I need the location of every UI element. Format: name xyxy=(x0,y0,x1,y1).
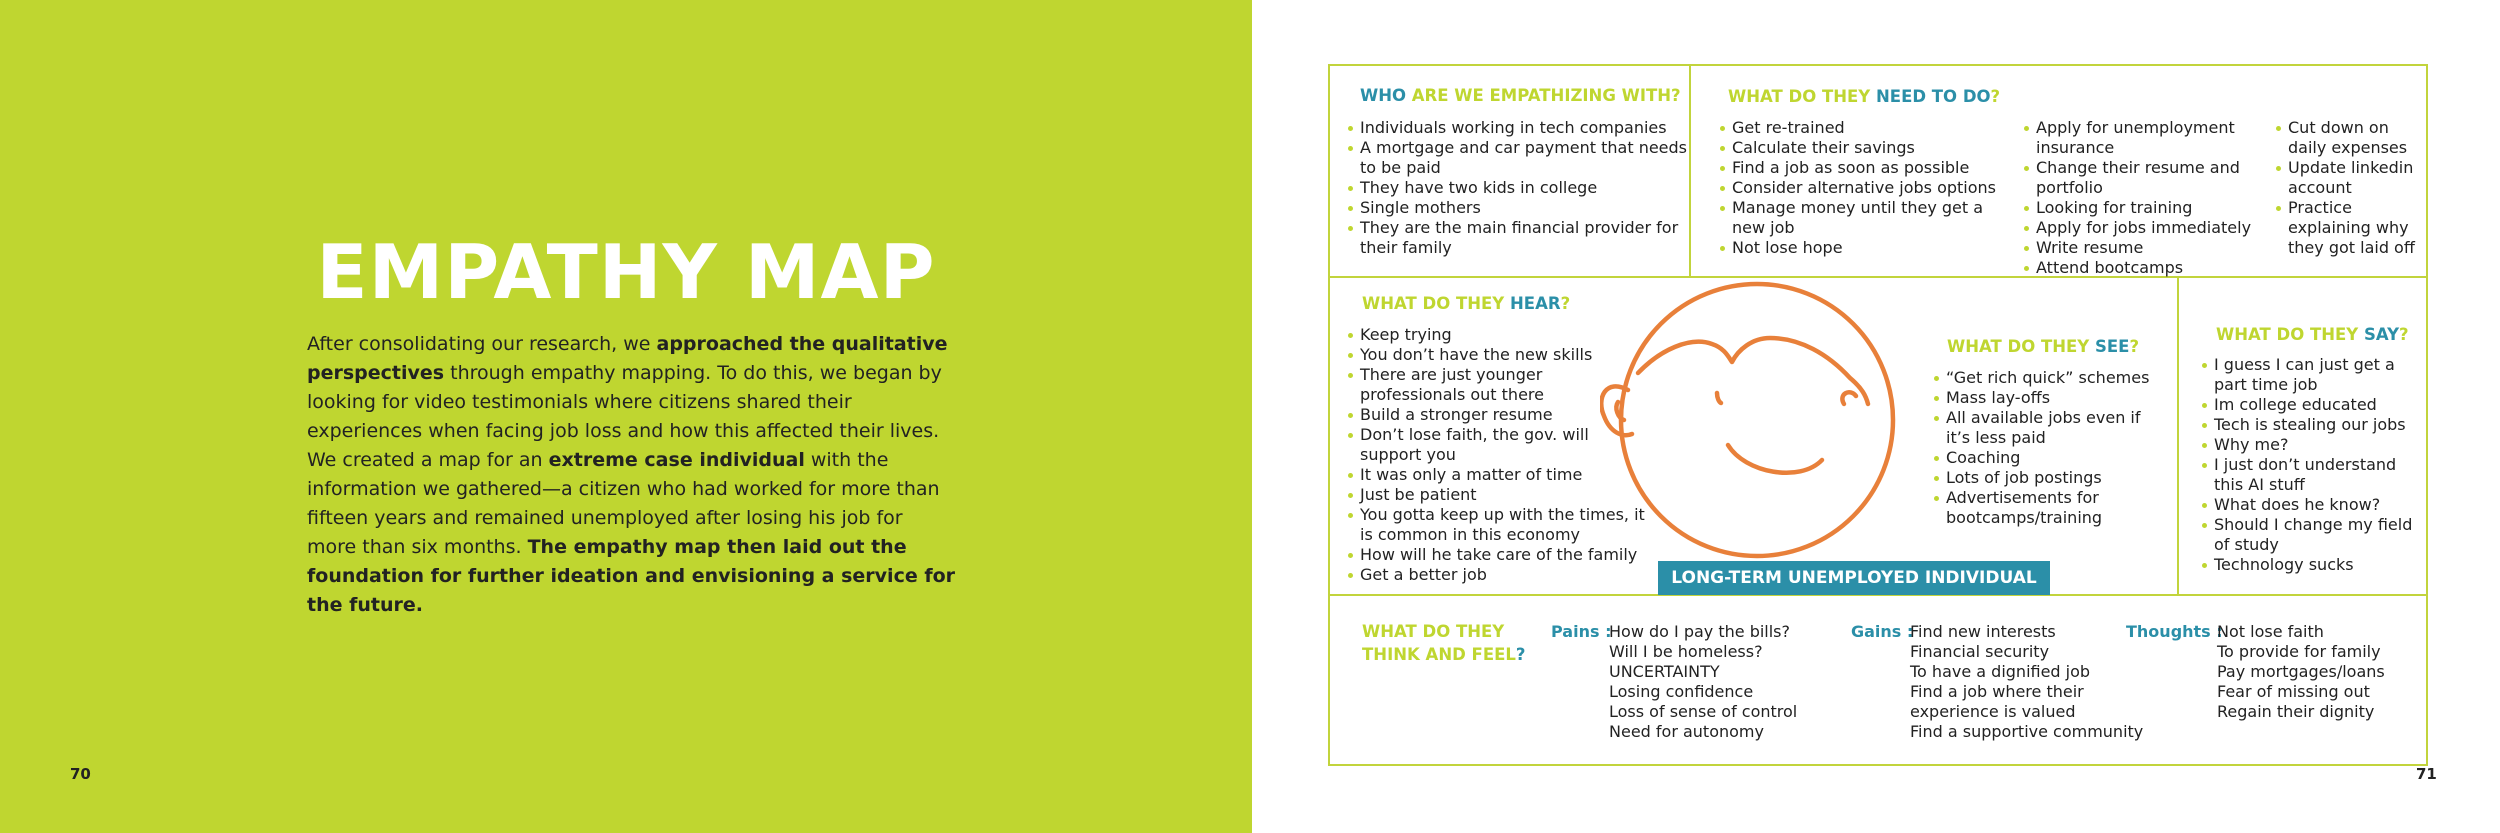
title-part: SEE xyxy=(2095,337,2130,356)
need-list-col3 xyxy=(2276,118,2426,258)
list-item: Just be patient xyxy=(1348,485,1648,505)
title-part: WHAT DO THEY xyxy=(1362,294,1510,313)
who-list xyxy=(1348,118,1688,258)
title-part: ? xyxy=(1560,294,1571,313)
say-title xyxy=(2216,323,2409,347)
list-item: A mortgage and car payment that needs to be paid xyxy=(1348,138,1688,178)
who-title xyxy=(1360,84,1681,108)
line-item: Pay mortgages/loans xyxy=(2217,662,2385,681)
list-item: Build a stronger resume xyxy=(1348,405,1648,425)
see-list xyxy=(1934,368,2164,528)
paragraph-text: After consolidating our research, we xyxy=(307,333,657,355)
line-item: Loss of sense of control xyxy=(1609,702,1798,721)
line-item: How do I pay the bills? xyxy=(1609,622,1791,641)
list-item: Coaching xyxy=(1934,448,2164,468)
list-item: Practice explaining why they got laid off xyxy=(2276,198,2426,258)
hear-title xyxy=(1362,292,1570,316)
need-title xyxy=(1728,85,2000,109)
pains-label: Pains : xyxy=(1551,622,1612,641)
list-item: Manage money until they get a new job xyxy=(1720,198,2020,238)
say-list xyxy=(2202,355,2424,575)
title-part: ? xyxy=(1515,645,1526,664)
line-item: To provide for family xyxy=(2217,642,2381,661)
list-item: I just don’t understand this AI stuff xyxy=(2202,455,2424,495)
line-item: Find a supportive community xyxy=(1910,722,2144,741)
paragraph-emphasis: extreme case individual xyxy=(548,449,805,471)
line-item: Find a job where their experience is valued xyxy=(1910,682,2084,721)
intro-paragraph xyxy=(307,330,957,620)
line-item: To have a dignified job xyxy=(1910,662,2091,681)
see-title xyxy=(1947,335,2139,359)
list-item: Write resume xyxy=(2024,238,2254,258)
page-title: EMPATHY MAP xyxy=(316,228,936,316)
list-item: All available jobs even if it’s less paid xyxy=(1934,408,2164,448)
line-item: Financial security xyxy=(1910,642,2050,661)
title-part: WHO xyxy=(1360,86,1407,105)
title-part: WHAT DO THEY xyxy=(1728,87,1876,106)
thoughts-label: Thoughts : xyxy=(2126,622,2223,641)
paragraph-text: with the information we gathered—a citizen who had worked for more than fifteen years and remained unemployed after losing his job for more than six months. xyxy=(307,449,940,558)
line-item: Not lose faith xyxy=(2217,622,2324,641)
list-item: Cut down on daily expenses xyxy=(2276,118,2426,158)
title-part: ARE WE EMPATHIZING WITH? xyxy=(1406,86,1681,105)
line-item: Regain their dignity xyxy=(2217,702,2375,721)
paragraph-text: through empathy mapping. To do this, we began by looking for video testimonials where citizens shared their experiences when facing job loss and how this affected their lives. We created a map for an xyxy=(307,362,942,471)
list-item: Im college educated xyxy=(2202,395,2424,415)
page-number-right: 71 xyxy=(2416,765,2437,783)
title-part: THINK AND FEEL xyxy=(1362,645,1516,664)
list-item: Tech is stealing our jobs xyxy=(2202,415,2424,435)
title-part: WHAT DO THEY xyxy=(2216,325,2364,344)
line-item: Find new interests xyxy=(1910,622,2056,641)
title-part: ? xyxy=(2399,325,2409,344)
title-part: WHAT DO THEY xyxy=(1947,337,2095,356)
thoughts-list xyxy=(2217,622,2417,722)
list-item: Change their resume and portfolio xyxy=(2024,158,2254,198)
list-item: Don’t lose faith, the gov. will support you xyxy=(1348,425,1648,465)
list-item: Get a better job xyxy=(1348,565,1648,585)
line-item: Need for autonomy xyxy=(1609,722,1764,741)
list-item: I guess I can just get a part time job xyxy=(2202,355,2424,395)
list-item: They have two kids in college xyxy=(1348,178,1688,198)
list-item: There are just younger professionals out there xyxy=(1348,365,1648,405)
list-item: Attend bootcamps xyxy=(2024,258,2254,278)
list-item: It was only a matter of time xyxy=(1348,465,1648,485)
eye-right-shape xyxy=(1842,392,1856,404)
title-part: HEAR xyxy=(1510,294,1561,313)
head-outline xyxy=(1621,284,1893,556)
center-label: LONG-TERM UNEMPLOYED INDIVIDUAL xyxy=(1658,561,2050,595)
think-title-line1: WHAT DO THEY xyxy=(1362,622,1505,641)
list-item: How will he take care of the family xyxy=(1348,545,1648,565)
page-number-left: 70 xyxy=(70,765,91,783)
list-item: Not lose hope xyxy=(1720,238,2020,258)
list-item: Individuals working in tech companies xyxy=(1348,118,1688,138)
title-part: ? xyxy=(2129,337,2140,356)
eye-left-shape xyxy=(1717,393,1721,403)
list-item: Find a job as soon as possible xyxy=(1720,158,2020,178)
divider-top-vertical xyxy=(1689,66,1691,276)
list-item: Apply for jobs immediately xyxy=(2024,218,2254,238)
need-list-col2 xyxy=(2024,118,2254,278)
paragraph-emphasis: approached the qualitative perspectives xyxy=(307,333,948,384)
think-title-line2 xyxy=(1362,643,1525,667)
line-item: Losing confidence xyxy=(1609,682,1754,701)
paragraph-emphasis: The empathy map then laid out the foundation for further ideation and envisioning a service for the future. xyxy=(307,536,956,616)
pains-list xyxy=(1609,622,1809,742)
list-item: Lots of job postings xyxy=(1934,468,2164,488)
list-item: Single mothers xyxy=(1348,198,1688,218)
list-item: Mass lay-offs xyxy=(1934,388,2164,408)
list-item: Update linkedin account xyxy=(2276,158,2426,198)
list-item: Looking for training xyxy=(2024,198,2254,218)
mouth-shape xyxy=(1728,445,1822,473)
title-part: NEED TO DO xyxy=(1876,87,1991,106)
list-item: Calculate their savings xyxy=(1720,138,2020,158)
list-item: Why me? xyxy=(2202,435,2424,455)
title-part: SAY xyxy=(2364,325,2400,344)
list-item: Should I change my field of study xyxy=(2202,515,2424,555)
list-item: Advertisements for bootcamps/training xyxy=(1934,488,2164,528)
list-item: Consider alternative jobs options xyxy=(1720,178,2020,198)
list-item: Get re-trained xyxy=(1720,118,2020,138)
list-item: What does he know? xyxy=(2202,495,2424,515)
gains-label: Gains : xyxy=(1851,622,1914,641)
list-item: Technology sucks xyxy=(2202,555,2424,575)
list-item: You don’t have the new skills xyxy=(1348,345,1648,365)
title-part: ? xyxy=(1990,87,2001,106)
line-item: UNCERTAINTY xyxy=(1609,662,1720,681)
list-item: Keep trying xyxy=(1348,325,1648,345)
line-item: Will I be homeless? xyxy=(1609,642,1763,661)
divider-say-vertical xyxy=(2177,276,2179,594)
list-item: “Get rich quick” schemes xyxy=(1934,368,2164,388)
line-item: Fear of missing out xyxy=(2217,682,2370,701)
list-item: They are the main financial provider for their family xyxy=(1348,218,1688,258)
list-item: Apply for unemployment insurance xyxy=(2024,118,2254,158)
list-item: You gotta keep up with the times, it is common in this economy xyxy=(1348,505,1648,545)
hair-line xyxy=(1638,338,1868,404)
need-list-col1 xyxy=(1720,118,2020,258)
face-illustration xyxy=(1600,278,1900,568)
